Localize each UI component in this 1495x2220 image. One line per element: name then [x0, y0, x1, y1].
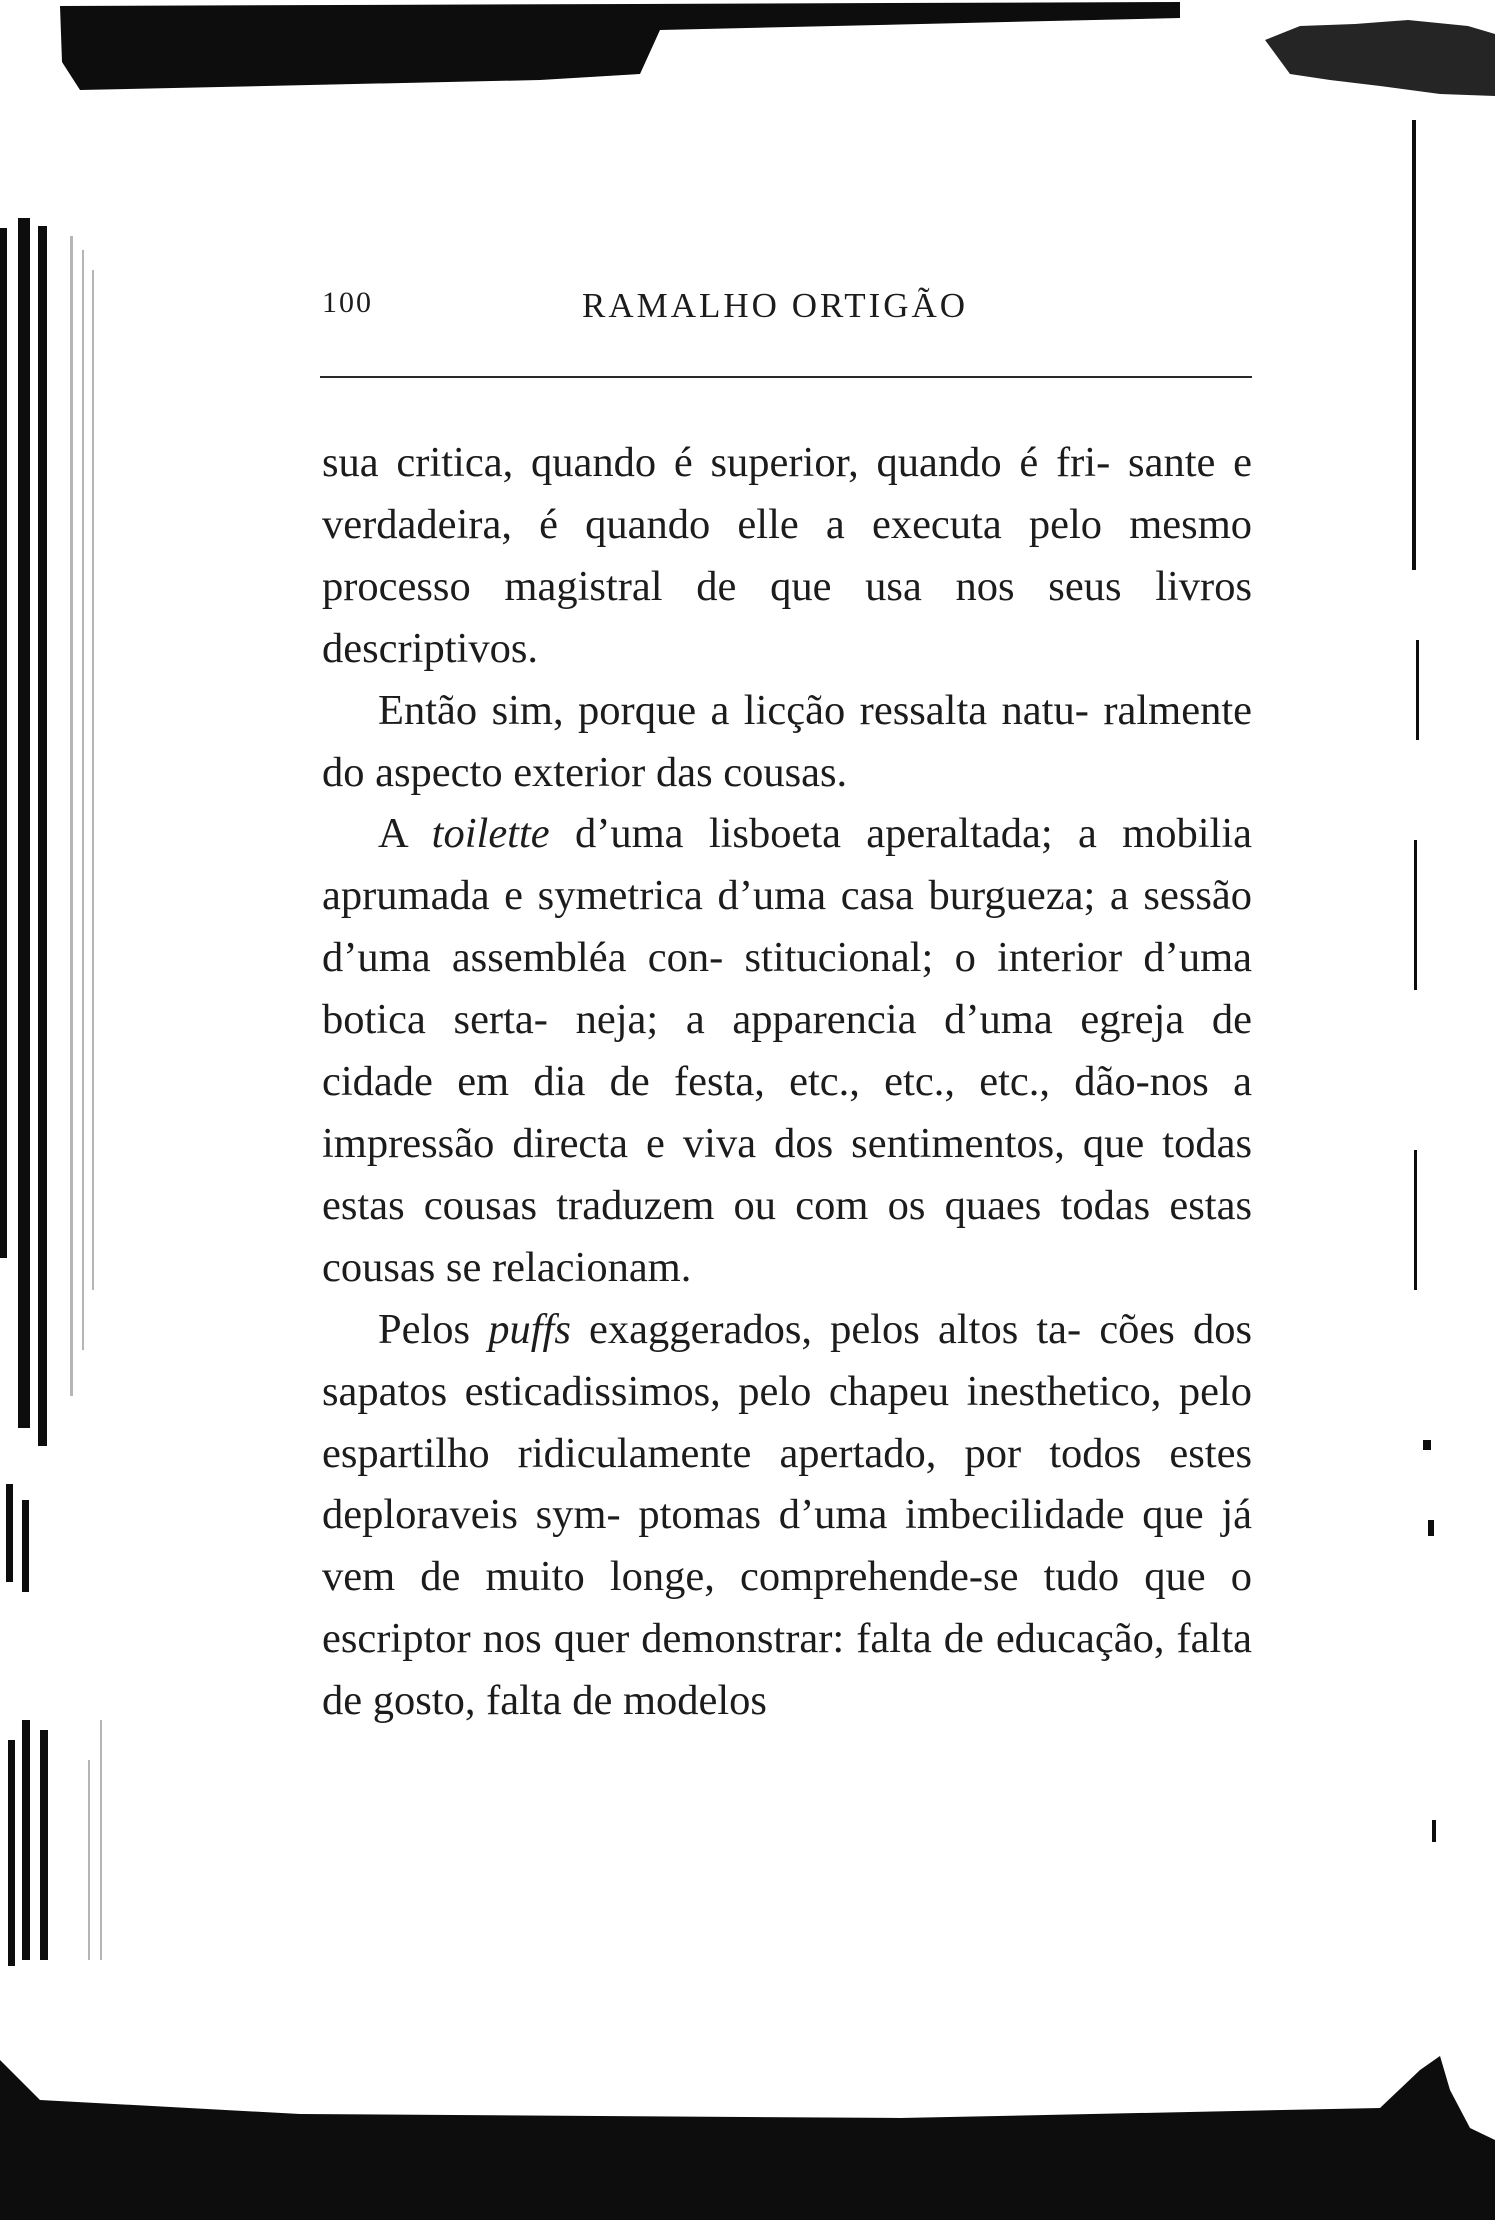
text-line: ralmente do aspecto exterior das cousas.	[322, 686, 1252, 796]
text-line: stitucional; o interior d’uma botica serta-	[322, 934, 1252, 1044]
text-line: pelo mesmo processo magistral de que usa	[322, 500, 1252, 610]
text-run: exaggerados, pelos altos ta-	[570, 1305, 1082, 1353]
text-line: cões dos sapatos esticadissimos, pelo chapeu	[322, 1305, 1252, 1415]
text-run: Pelos	[378, 1305, 489, 1353]
page-number: 100	[322, 286, 373, 319]
text-line: educação, falta de gosto, falta de modelos	[322, 1615, 1252, 1725]
running-head: RAMALHO ORTIGÃO	[582, 286, 969, 325]
text-line: impressão directa e viva dos sentimentos,	[322, 1119, 1065, 1167]
running-header	[322, 286, 1252, 336]
body-text	[322, 432, 1252, 1732]
text-line: muito longe, comprehende-se tudo que o	[485, 1553, 1252, 1601]
text-line: inesthetico, pelo espartilho ridiculamente	[322, 1367, 1253, 1477]
text-line: escriptor nos quer demonstrar: falta de	[322, 1615, 984, 1663]
italic-term: puffs	[488, 1305, 571, 1353]
text-line: ptomas d’uma imbecilidade que já vem de	[322, 1491, 1252, 1601]
text-line: que todas estas cousas traduzem ou com os	[322, 1119, 1253, 1229]
text-line: quaes todas estas cousas se relacionam.	[322, 1181, 1253, 1291]
text-line: mobilia aprumada e symetrica d’uma casa	[322, 810, 1252, 920]
text-line: em dia de festa, etc., etc., etc., dão-nos a	[457, 1058, 1252, 1106]
text-line: sante e verdadeira, é quando elle a executa	[322, 439, 1253, 548]
text-line: burgueza; a sessão d’uma assembléa con-	[322, 872, 1253, 982]
text-line: Então sim, porque a licção ressalta natu-	[378, 686, 1089, 734]
paragraph	[322, 803, 1252, 1298]
paragraph	[322, 1299, 1252, 1732]
header-rule	[320, 376, 1252, 378]
text-line: sua critica, quando é superior, quando é fri-	[322, 439, 1111, 486]
paragraph	[322, 680, 1252, 804]
text-run: A	[378, 810, 432, 858]
italic-term: toilette	[431, 810, 550, 858]
paragraph	[322, 432, 1252, 680]
text-line: nos seus livros descriptivos.	[322, 562, 1253, 672]
text-run: d’uma lisboeta aperaltada; a	[549, 810, 1097, 858]
text-line: neja; a apparencia d’uma egreja de cidade	[322, 996, 1252, 1106]
text-line: apertado, por todos estes deploraveis sym-	[322, 1429, 1252, 1539]
